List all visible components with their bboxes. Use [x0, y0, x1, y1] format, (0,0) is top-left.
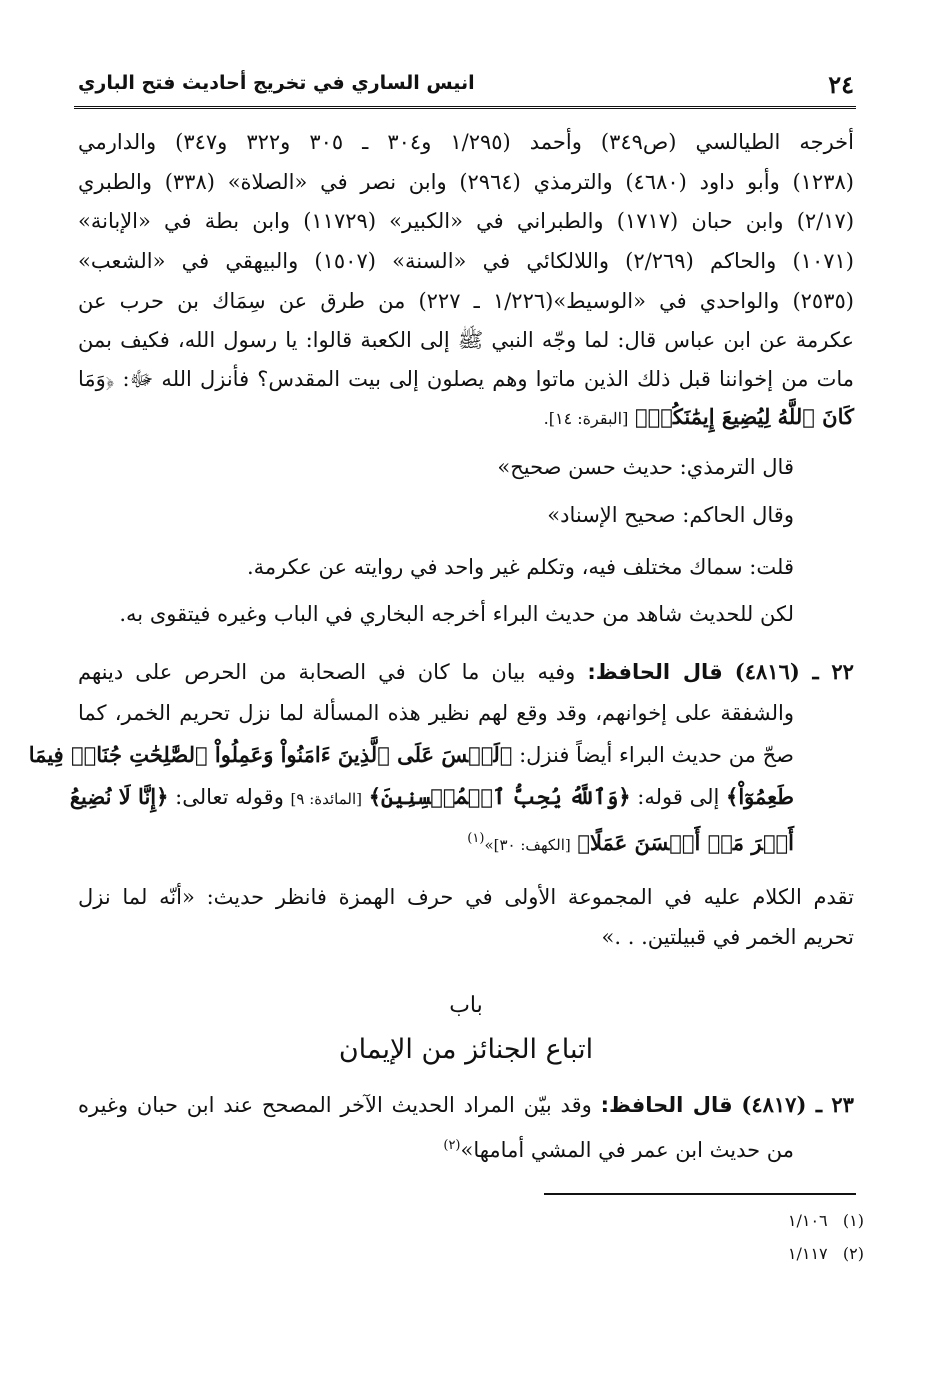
- hadith-text: صحّ من حديث البراء أيضاً فنزل:: [519, 743, 794, 767]
- text-line: [78, 824, 794, 860]
- quran-verse: كَانَ ٱللَّهُ لِيُضِيعَ إِيمَٰنَكُمۡ﴾: [635, 404, 854, 429]
- text-line: والشفقة على إخوانهم، وقد وقع لهم نظير هذه المسألة لما نزل تحريم الخمر، كما: [78, 701, 794, 725]
- hadith-text: إلى قوله:: [637, 785, 720, 809]
- hadith-text: وقد بيّن المراد الحديث الآخر المصحح عند ابن حبان وغيره: [78, 1093, 592, 1117]
- verse-reference: [الكهف: ٣٠]»: [484, 836, 571, 854]
- text-line: تحريم الخمر في قبيلتين. . .»: [601, 925, 854, 949]
- footnote-1: [788, 1211, 864, 1230]
- text-line: تقدم الكلام عليه في المجموعة الأولى في حرف الهمزة فانظر حديث: «أنّه لما نزل: [78, 885, 854, 909]
- chapter-label: باب: [449, 993, 483, 1018]
- hadith-22-line: [78, 657, 854, 687]
- footnote-text: ١/١٠٦: [787, 1211, 828, 1230]
- footnote-number: (١): [842, 1211, 864, 1230]
- page-number: ٢٤: [828, 70, 854, 99]
- hadith-text: من حديث ابن عمر في المشي أمامها»: [460, 1138, 794, 1162]
- text-line: أخرجه الطيالسي (ص٣٤٩) وأحمد (١/٢٩٥ و٣٠٤ ـ ٣٠٥ و٣٢٢ و٣٤٧) والدارمي: [78, 130, 854, 154]
- hadith-number: ٢٣ ـ (٤٨١٧): [741, 1092, 854, 1117]
- text-line: (١٠٧١) والحاكم (٢/٢٦٩) واللالكائي في «السنة» (١٥٠٧) والبيهقي في «الشعب»: [78, 249, 854, 273]
- hadith-text: وقوله تعالى:: [175, 785, 284, 809]
- quran-verse: ﴿وَٱللَّهُ يُحِبُّ ٱلۡمُحۡسِنِينَ﴾: [368, 784, 631, 809]
- text-line: (١٢٣٨) وأبو داود (٤٦٨٠) والترمذي (٢٩٦٤) وابن نصر في «الصلاة» (٣٣٨) والطبري: [78, 170, 854, 194]
- text-line: (٢/١٧) وابن حبان (١٧١٧) والطبراني في «الكبير» (١١٧٢٩) وابن بطة في «الإبانة»: [78, 209, 855, 233]
- footnote-2: [788, 1244, 864, 1263]
- chapter-title: اتباع الجنائز من الإيمان: [338, 1034, 594, 1065]
- qultu-line: قلت: سماك مختلف فيه، وتكلم غير واحد في روايته عن عكرمة.: [246, 555, 794, 579]
- tirmidhi-line: قال الترمذي: حديث حسن صحيح»: [497, 455, 794, 479]
- running-title: انيس الساري في تخريج أحاديث فتح الباري: [78, 72, 475, 94]
- footnote-marker: (٢): [443, 1138, 461, 1153]
- hadith-number: ٢٢ ـ (٤٨١٦): [734, 659, 854, 684]
- footnote-text: ١/١١٧: [787, 1244, 828, 1263]
- text-line: [69, 782, 794, 814]
- footnote-number: (٢): [842, 1244, 864, 1263]
- hafiz-label: قال الحافظ:: [587, 660, 723, 684]
- hadith-text: وفيه بيان ما كان في الصحابة من الحرص على دينهم: [78, 660, 576, 684]
- quran-verse: ﴿إِنَّا لَا نُضِيعُ: [69, 784, 169, 809]
- hafiz-label: قال الحافظ:: [600, 1093, 733, 1117]
- quran-verse: ﴿لَيۡسَ عَلَى ٱلَّذِينَ ءَامَنُواْ وَعَمِلُواْ ٱلصَّٰلِحَٰتِ جُنَاحٞ فِيمَا: [28, 742, 513, 767]
- text-line: (٢٥٣٥) والواحدي في «الوسيط»(١/٢٢٦ ـ ٢٢٧) من طرق عن سِمَاك بن حرب عن: [78, 289, 854, 313]
- quran-verse: أَجۡرَ مَنۡ أَحۡسَنَ عَمَلًا﴾: [577, 830, 794, 855]
- lakin-line: لكن للحديث شاهد من حديث البراء أخرجه البخاري في الباب وغيره فيتقوى به.: [119, 602, 794, 626]
- text-line: [78, 1131, 794, 1165]
- text-line: [28, 740, 794, 770]
- verse-reference: [المائدة: ٩]: [290, 790, 363, 808]
- text-line: عكرمة عن ابن عباس قال: لما وجّه النبي ﷺ إلى الكعبة قالوا: يا رسول الله، فكيف بمن: [78, 328, 854, 352]
- hakim-line: وقال الحاكم: صحيح الإسناد»: [547, 503, 794, 527]
- hadith-23-line: [78, 1090, 854, 1120]
- verse-reference: [البقرة: ١٤].: [543, 409, 629, 428]
- page-header: [78, 70, 854, 104]
- header-rule: [74, 106, 856, 109]
- text-line: مات من إخواننا قبل ذلك الذين ماتوا وهم يصلون إلى بيت المقدس؟ فأنزل الله ﷻ: ﴿وَمَا: [78, 367, 854, 391]
- quran-verse: طَعِمُوٓاْ﴾: [726, 784, 794, 809]
- text-line: [78, 402, 854, 434]
- footnote-rule: [544, 1193, 856, 1195]
- footnote-marker: (١): [467, 831, 485, 846]
